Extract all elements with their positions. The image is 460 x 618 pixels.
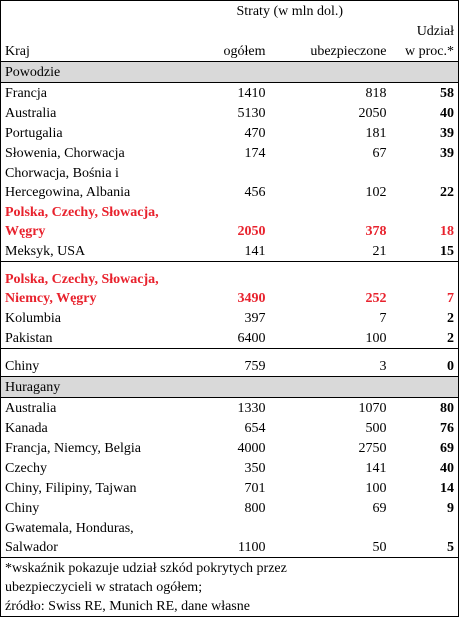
country-name: Niemcy, Węgry (5, 291, 97, 306)
country-cell (1, 328, 203, 349)
insured-loss-cell: 3 (270, 349, 391, 377)
insured-loss-cell: 21 (372, 244, 387, 259)
insured-loss-cell: 818 (365, 86, 387, 101)
share-percent-cell: 40 (440, 106, 455, 121)
section-title: Powodzie (1, 62, 459, 83)
country-name: Kanada (5, 421, 48, 436)
insured-loss-cell: 378 (365, 224, 387, 239)
insured-loss-cell: 2050 (358, 106, 387, 121)
share-percent-cell: 18 (440, 224, 455, 239)
header-empty (270, 21, 391, 41)
share-percent-cell: 0 (391, 349, 459, 377)
country-name: Chiny (5, 359, 40, 374)
insured-loss-cell: 141 (365, 461, 387, 476)
insured-loss-cell: 50 (372, 540, 387, 555)
total-loss-cell: 174 (244, 146, 266, 161)
country-name: Salwador (5, 540, 58, 555)
share-percent-cell: 5 (447, 540, 455, 555)
country-cell (1, 103, 203, 123)
total-loss-cell: 397 (244, 311, 266, 326)
country-name: Czechy (5, 461, 47, 476)
table-row (1, 262, 459, 309)
insured-loss-cell: 67 (372, 146, 387, 161)
insured-loss-cell: 7 (379, 311, 387, 326)
country-cell (1, 349, 203, 377)
share-percent-cell: 58 (440, 86, 455, 101)
country-name: Chorwacja, Bośnia i (5, 166, 119, 181)
insured-loss-cell: 100 (365, 481, 387, 496)
section-row (1, 377, 459, 398)
share-percent-cell: 69 (440, 441, 455, 456)
share-percent-cell: 80 (440, 401, 455, 416)
country-cell (1, 418, 203, 438)
country-cell (1, 83, 203, 104)
total-loss-cell: 1330 (237, 401, 266, 416)
total-loss-cell: 3490 (203, 262, 270, 309)
total-loss-cell: 1100 (238, 540, 266, 555)
country-cell (1, 262, 203, 309)
country-name: Australia (5, 106, 57, 121)
header-ubezpieczone: ubezpieczone (310, 44, 387, 59)
header-udzial-line2: w proc.* (405, 44, 455, 59)
share-percent-cell: 40 (440, 461, 455, 476)
country-name: Hercegowina, Albania (5, 185, 131, 200)
country-name: Kolumbia (5, 311, 61, 326)
country-cell (1, 143, 203, 163)
total-loss-cell: 6400 (237, 331, 266, 346)
header-empty (1, 21, 203, 41)
table-row (1, 143, 459, 163)
country-cell (1, 478, 203, 498)
footnote (1, 558, 459, 617)
country-name: Francja (5, 86, 47, 101)
total-loss-cell: 1410 (237, 86, 266, 101)
insured-loss-cell: 102 (365, 185, 387, 200)
footnote-row (1, 558, 459, 617)
table-row (1, 398, 459, 419)
country-cell (1, 458, 203, 478)
table-row (1, 349, 459, 377)
table-row (1, 518, 459, 558)
table-row (1, 458, 459, 478)
country-name: Chiny (5, 501, 40, 516)
country-cell (1, 163, 203, 202)
insured-loss-cell: 2750 (358, 441, 387, 456)
share-percent-cell: 9 (447, 501, 455, 516)
total-loss-cell: 141 (244, 244, 266, 259)
total-loss-cell: 470 (244, 126, 266, 141)
footnote-line: ubezpieczycieli w stratach ogółem; (5, 580, 203, 595)
total-loss-cell: 350 (244, 461, 266, 476)
share-percent-cell: 2 (447, 311, 455, 326)
table-row (1, 498, 459, 518)
insured-loss-cell: 1070 (358, 401, 387, 416)
insured-loss-cell: 252 (270, 262, 391, 309)
total-loss-cell: 654 (244, 421, 266, 436)
insured-loss-cell: 69 (372, 501, 387, 516)
insured-loss-cell: 181 (365, 126, 387, 141)
share-percent-cell: 2 (447, 331, 455, 346)
table-row (1, 103, 459, 123)
table-row (1, 241, 459, 262)
country-name: Słowenia, Chorwacja (5, 146, 125, 161)
country-cell (1, 308, 203, 328)
footnote-line: *wskaźnik pokazuje udział szkód pokrytych przez (5, 561, 287, 576)
country-name: Australia (5, 401, 57, 416)
table-row (1, 163, 459, 202)
total-loss-cell: 5130 (237, 106, 266, 121)
header-ogolem: ogółem (223, 44, 266, 59)
total-loss-cell: 456 (244, 185, 266, 200)
country-cell (1, 518, 203, 558)
insured-loss-cell: 100 (365, 331, 387, 346)
share-percent-cell: 7 (391, 262, 459, 309)
footnote-line: źródło: Swiss RE, Munich RE, dane własne (5, 599, 250, 614)
table-row (1, 83, 459, 104)
share-percent-cell: 14 (440, 481, 455, 496)
country-name: Polska, Czechy, Słowacja, (5, 205, 159, 220)
total-loss-cell: 2050 (237, 224, 266, 239)
total-loss-cell: 701 (244, 481, 266, 496)
share-percent-cell: 22 (440, 185, 455, 200)
country-cell (1, 123, 203, 143)
share-percent-cell: 39 (440, 126, 455, 141)
header-empty (203, 21, 270, 41)
section-row (1, 62, 459, 83)
insured-loss-cell: 500 (365, 421, 387, 436)
country-cell (1, 398, 203, 419)
country-name: Węgry (5, 224, 46, 239)
share-percent-cell: 39 (440, 146, 455, 161)
header-udzial-line1: Udział (416, 24, 455, 39)
country-name: Portugalia (5, 126, 63, 141)
total-loss-cell: 759 (203, 349, 270, 377)
country-cell (1, 202, 203, 241)
country-name: Francja, Niemcy, Belgia (5, 441, 141, 456)
table-row (1, 418, 459, 438)
header-kraj: Kraj (5, 44, 30, 59)
table-row (1, 438, 459, 458)
country-name: Gwatemala, Honduras, (5, 521, 134, 536)
total-loss-cell: 800 (244, 501, 266, 516)
table-row (1, 308, 459, 328)
country-name: Pakistan (5, 331, 53, 346)
header-straty: Straty (w mln dol.) (236, 4, 344, 19)
section-title: Huragany (1, 377, 459, 398)
country-name: Meksyk, USA (5, 244, 86, 259)
share-percent-cell: 15 (440, 244, 455, 259)
table-row (1, 202, 459, 241)
country-name: Polska, Czechy, Słowacja, (5, 272, 159, 287)
table-row (1, 123, 459, 143)
country-name: Chiny, Filipiny, Tajwan (5, 481, 137, 496)
table-row (1, 328, 459, 349)
country-cell (1, 498, 203, 518)
share-percent-cell: 76 (440, 421, 455, 436)
header-empty (1, 1, 203, 22)
total-loss-cell: 4000 (237, 441, 266, 456)
table-row (1, 478, 459, 498)
country-cell (1, 438, 203, 458)
country-cell (1, 241, 203, 262)
